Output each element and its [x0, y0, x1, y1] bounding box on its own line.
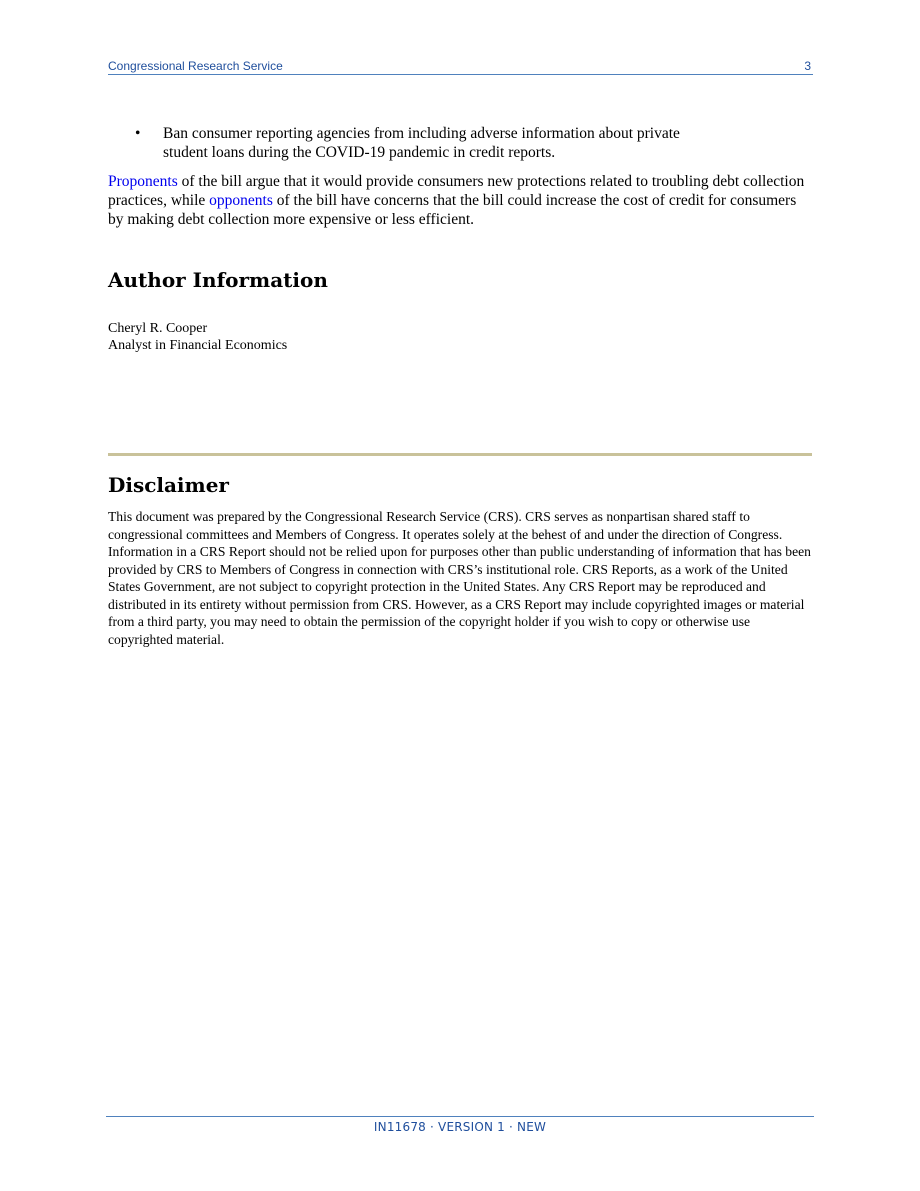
- bullet-icon: •: [135, 125, 141, 142]
- header-org: Congressional Research Service: [108, 59, 283, 73]
- disclaimer-heading: Disclaimer: [108, 473, 229, 497]
- opponents-link[interactable]: opponents: [209, 192, 273, 209]
- page-footer: IN11678 · VERSION 1 · NEW: [373, 1120, 547, 1134]
- proponents-link[interactable]: Proponents: [108, 173, 178, 190]
- author-information-heading: Author Information: [108, 268, 328, 292]
- footer-divider: [106, 1116, 814, 1117]
- author-name: Cheryl R. Cooper: [108, 321, 208, 336]
- page-number: 3: [804, 59, 811, 73]
- main-content: [108, 124, 813, 229]
- bullet-text-line1: Ban consumer reporting agencies from including adverse information about private: [163, 125, 680, 142]
- section-divider: [108, 453, 812, 456]
- bullet-text-line2: student loans during the COVID-19 pandemic in credit reports.: [163, 144, 556, 161]
- bullet-list-item: [108, 124, 813, 162]
- paragraph-text-2: of the bill have concerns that the bill could increase the cost of credit for consumers by making debt collection more expensive or less efficient.: [108, 192, 797, 228]
- paragraph-text-1: of the bill argue that it would provide consumers new protections related to troubling debt collection practices, while: [108, 173, 805, 209]
- summary-paragraph: [108, 172, 813, 229]
- author-title: Analyst in Financial Economics: [108, 338, 288, 353]
- disclaimer-text: This document was prepared by the Congressional Research Service (CRS). CRS serves as nonpartisan shared staff to congressional committees and Members of Congress. It operates solely at the behest of and under the direction of Congress. Information in a CRS Report should not be relied upon for purposes other than public understanding of information that has been provided by CRS to Members of Congress in connection with CRS’s institutional role. CRS Reports, as a work of the United States Government, are not subject to copyright protection in the United States. Any CRS Report may be reproduced and distributed in its entirety without permission from CRS. However, as a CRS Report may include copyrighted images or material from a third party, you may need to obtain the permission of the copyright holder if you wish to copy or otherwise use copyrighted material.: [108, 509, 811, 647]
- page-header: [108, 58, 813, 75]
- author-block: [108, 320, 287, 354]
